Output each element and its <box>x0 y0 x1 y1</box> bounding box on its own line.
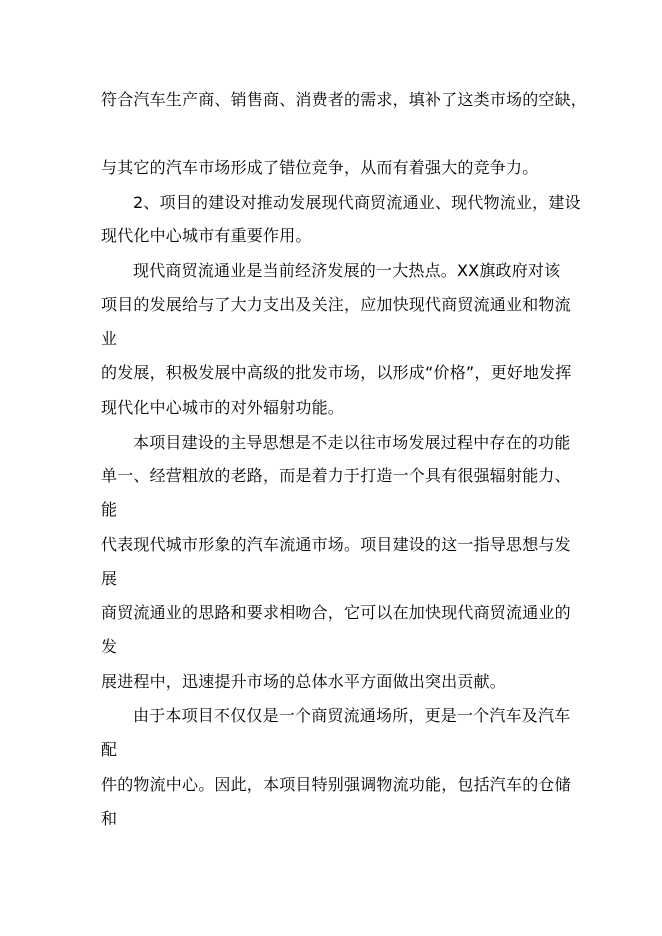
text-line: 和 <box>101 809 118 828</box>
text-line: 本项目建设的主导思想是不走以往市场发展过程中存在的功能 <box>133 433 571 452</box>
text-line: 单一、经营粗放的老路，而是着力于打造一个具有很强辐射能力、 <box>101 466 571 485</box>
text-line: 由于本项目不仅仅是一个商贸流通场所，更是一个汽车及汽车 <box>133 706 571 725</box>
text-line: 展进程中，迅速提升市场的总体水平方面做出突出贡献。 <box>101 672 507 691</box>
text-line: 业 <box>101 329 118 348</box>
text-line: 与其它的汽车市场形成了错位竞争，从而有着强大的竞争力。 <box>101 158 539 177</box>
text-line: 的发展，积极发展中高级的批发市场，以形成“价格”，更好地发挥 <box>101 363 572 382</box>
text-line: 项目的发展给与了大力支出及关注，应加快现代商贸流通业和物流 <box>101 295 571 314</box>
text-line: 现代化中心城市的对外辐射功能。 <box>101 398 345 417</box>
text-line: 现代化中心城市有重要作用。 <box>101 226 312 245</box>
text-line: 商贸流通业的思路和要求相吻合，它可以在加快现代商贸流通业的 <box>101 603 571 622</box>
text-line: 配 <box>101 740 118 759</box>
text-line: 发 <box>101 637 118 656</box>
text-line: 现代商贸流通业是当前经济发展的一大热点。XX旗政府对该 <box>133 261 561 280</box>
text-line: 件的物流中心。因此，本项目特别强调物流功能，包括汽车的仓储 <box>101 775 571 794</box>
text-line: 能 <box>101 500 118 519</box>
text-line: 代表现代城市形象的汽车流通市场。项目建设的这一指导思想与发 <box>101 535 571 554</box>
text-line: 符合汽车生产商、销售商、消费者的需求，填补了这类市场的空缺， <box>101 90 588 109</box>
text-line: 2、项目的建设对推动发展现代商贸流通业、现代物流业，建设 <box>133 193 581 212</box>
text-line: 展 <box>101 569 118 588</box>
